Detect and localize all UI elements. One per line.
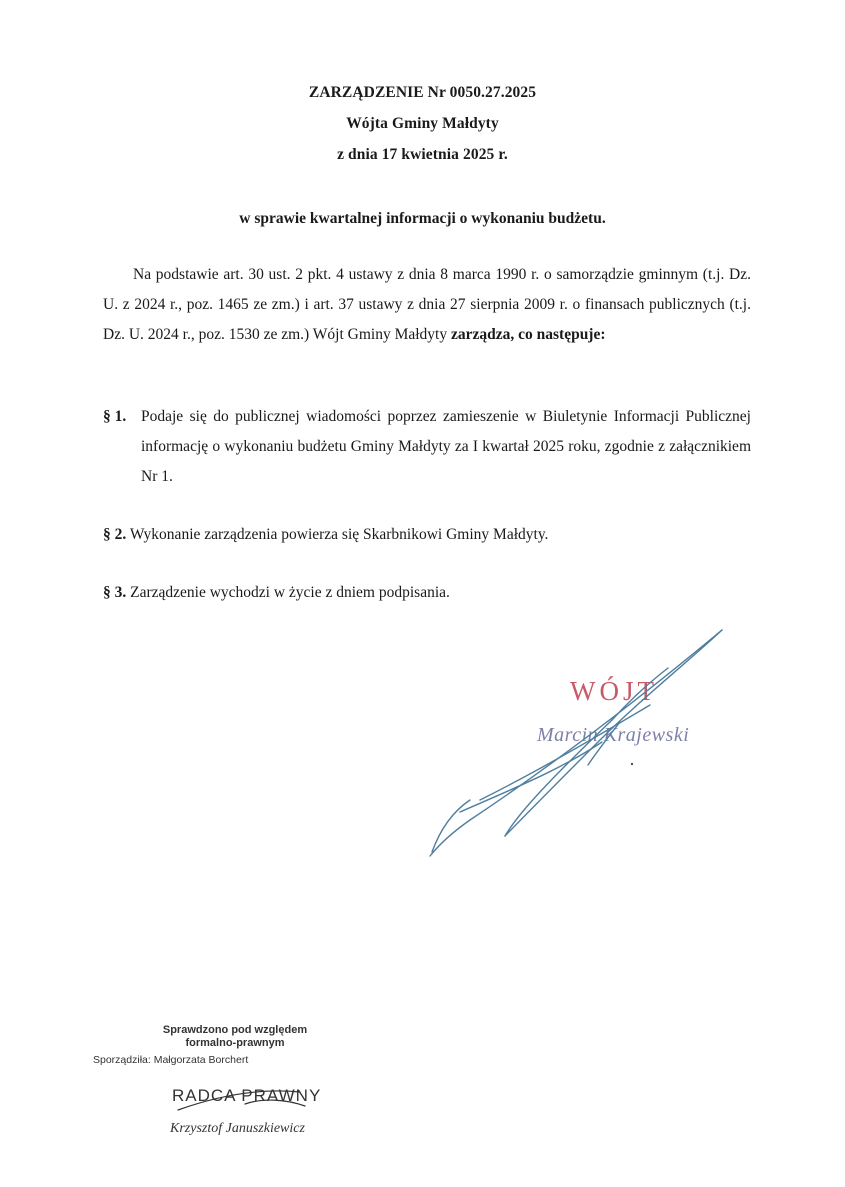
document-subject: w sprawie kwartalnej informacji o wykonaniu budżetu. [239,210,606,227]
signature-stamp-name: Marcin Krajewski [537,724,690,746]
legal-basis-bold-ending: zarządza, co następuje: [450,326,606,343]
signature-stamp-title: WÓJT [570,676,658,706]
paragraph-3-text: Zarządzenie wychodzi w życie z dniem podpisania. [130,584,450,601]
paragraph-3-number: § 3. [103,584,127,601]
verification-line-2: formalno-prawnym [185,1037,285,1049]
legal-basis-text: Na podstawie art. 30 ust. 2 pkt. 4 ustawy z dnia 8 marca 1990 r. o samorządzie gminnym (t.j. Dz. U. z 2024 r., poz. 1465 ze zm.) i art. 37 ustawy z dnia 27 sierpnia 2009 r. o finansach publicznych (t.j. Dz. U. 2024 r., poz. 1530 ze zm.) Wójt Gminy Małdyty [103,266,751,343]
document-date: z dnia 17 kwietnia 2025 r. [337,146,508,163]
legal-advisor-stamp: RADCA PRAWNY [172,1086,322,1105]
prepared-by: Sporządziła: Małgorzata Borchert [93,1054,249,1066]
legal-advisor-name: Krzysztof Januszkiewicz [170,1121,305,1136]
paragraph-1-text: Podaje się do publicznej wiadomości poprzez zamieszenie w Biuletynie Informacji Publicznej informację o wykonaniu budżetu Gminy Małdyty za I kwartał 2025 roku, zgodnie z załącznikiem Nr 1. [141,408,751,485]
paragraph-2-text: Wykonanie zarządzenia powierza się Skarbnikowi Gminy Małdyty. [129,526,549,543]
document-title: ZARZĄDZENIE Nr 0050.27.2025 [308,84,537,101]
verification-line-1: Sprawdzono pod względem [162,1024,308,1036]
paragraph-1-number: § 1. [103,408,127,425]
paragraph-2-number: § 2. [103,526,127,543]
document-issuer: Wójta Gminy Małdyty [346,115,499,132]
